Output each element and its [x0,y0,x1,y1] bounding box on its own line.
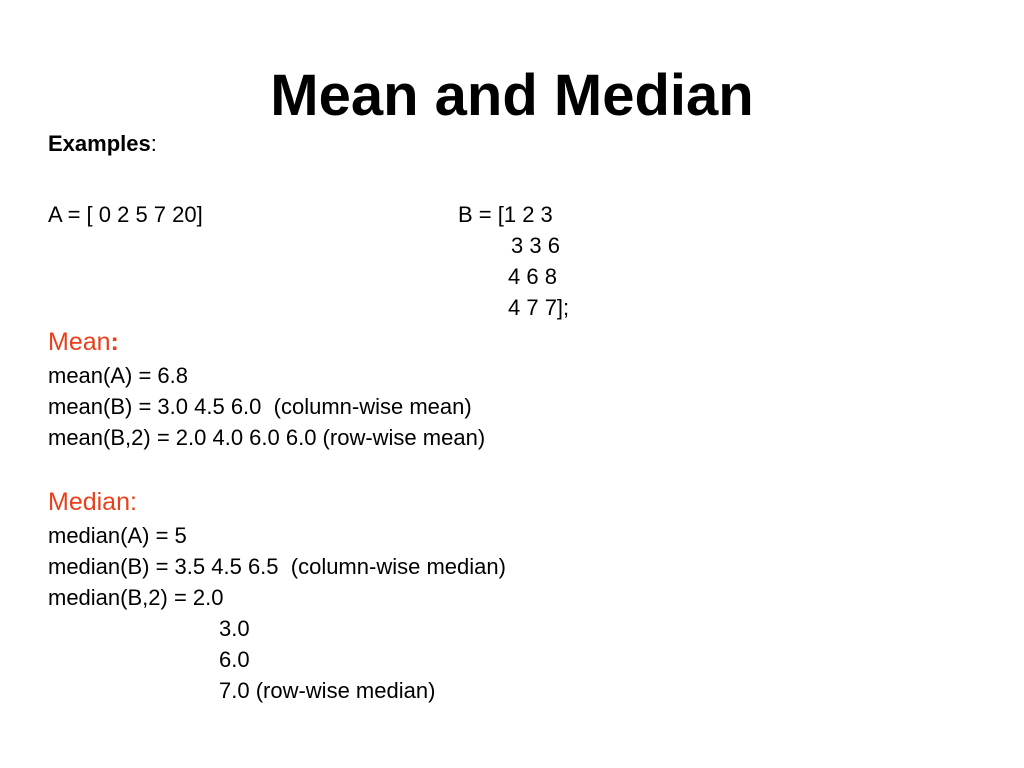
median-line-b2: median(B,2) = 2.0 [48,585,224,610]
matrix-b-row-3: 4 6 8 [508,264,557,289]
mean-heading [48,327,119,357]
slide-title: Mean and Median [270,63,754,128]
median-line-a: median(A) = 5 [48,523,187,548]
vector-a-definition: A = [ 0 2 5 7 20] [48,202,203,227]
mean-line-b: mean(B) = 3.0 4.5 6.0 (column-wise mean) [48,394,472,419]
examples-colon: : [150,131,157,156]
matrix-b-row-2: 3 3 6 [511,233,560,258]
examples-label: Examples [48,131,151,156]
mean-line-b2: mean(B,2) = 2.0 4.0 6.0 6.0 (row-wise mean) [48,425,486,450]
mean-line-a: mean(A) = 6.8 [48,363,189,388]
matrix-b-row-4: 4 7 7]; [508,295,570,320]
median-b2-row-4: 7.0 (row-wise median) [219,678,436,703]
median-b2-row-3: 6.0 [219,647,250,672]
mean-colon: : [110,328,119,356]
median-line-b: median(B) = 3.5 4.5 6.5 (column-wise median) [48,554,506,579]
median-heading: Median: [48,488,137,516]
mean-label: Mean [48,328,111,356]
examples-heading [48,131,157,157]
median-b2-row-2: 3.0 [219,616,250,641]
matrix-b-row-1: B = [1 2 3 [458,202,553,227]
